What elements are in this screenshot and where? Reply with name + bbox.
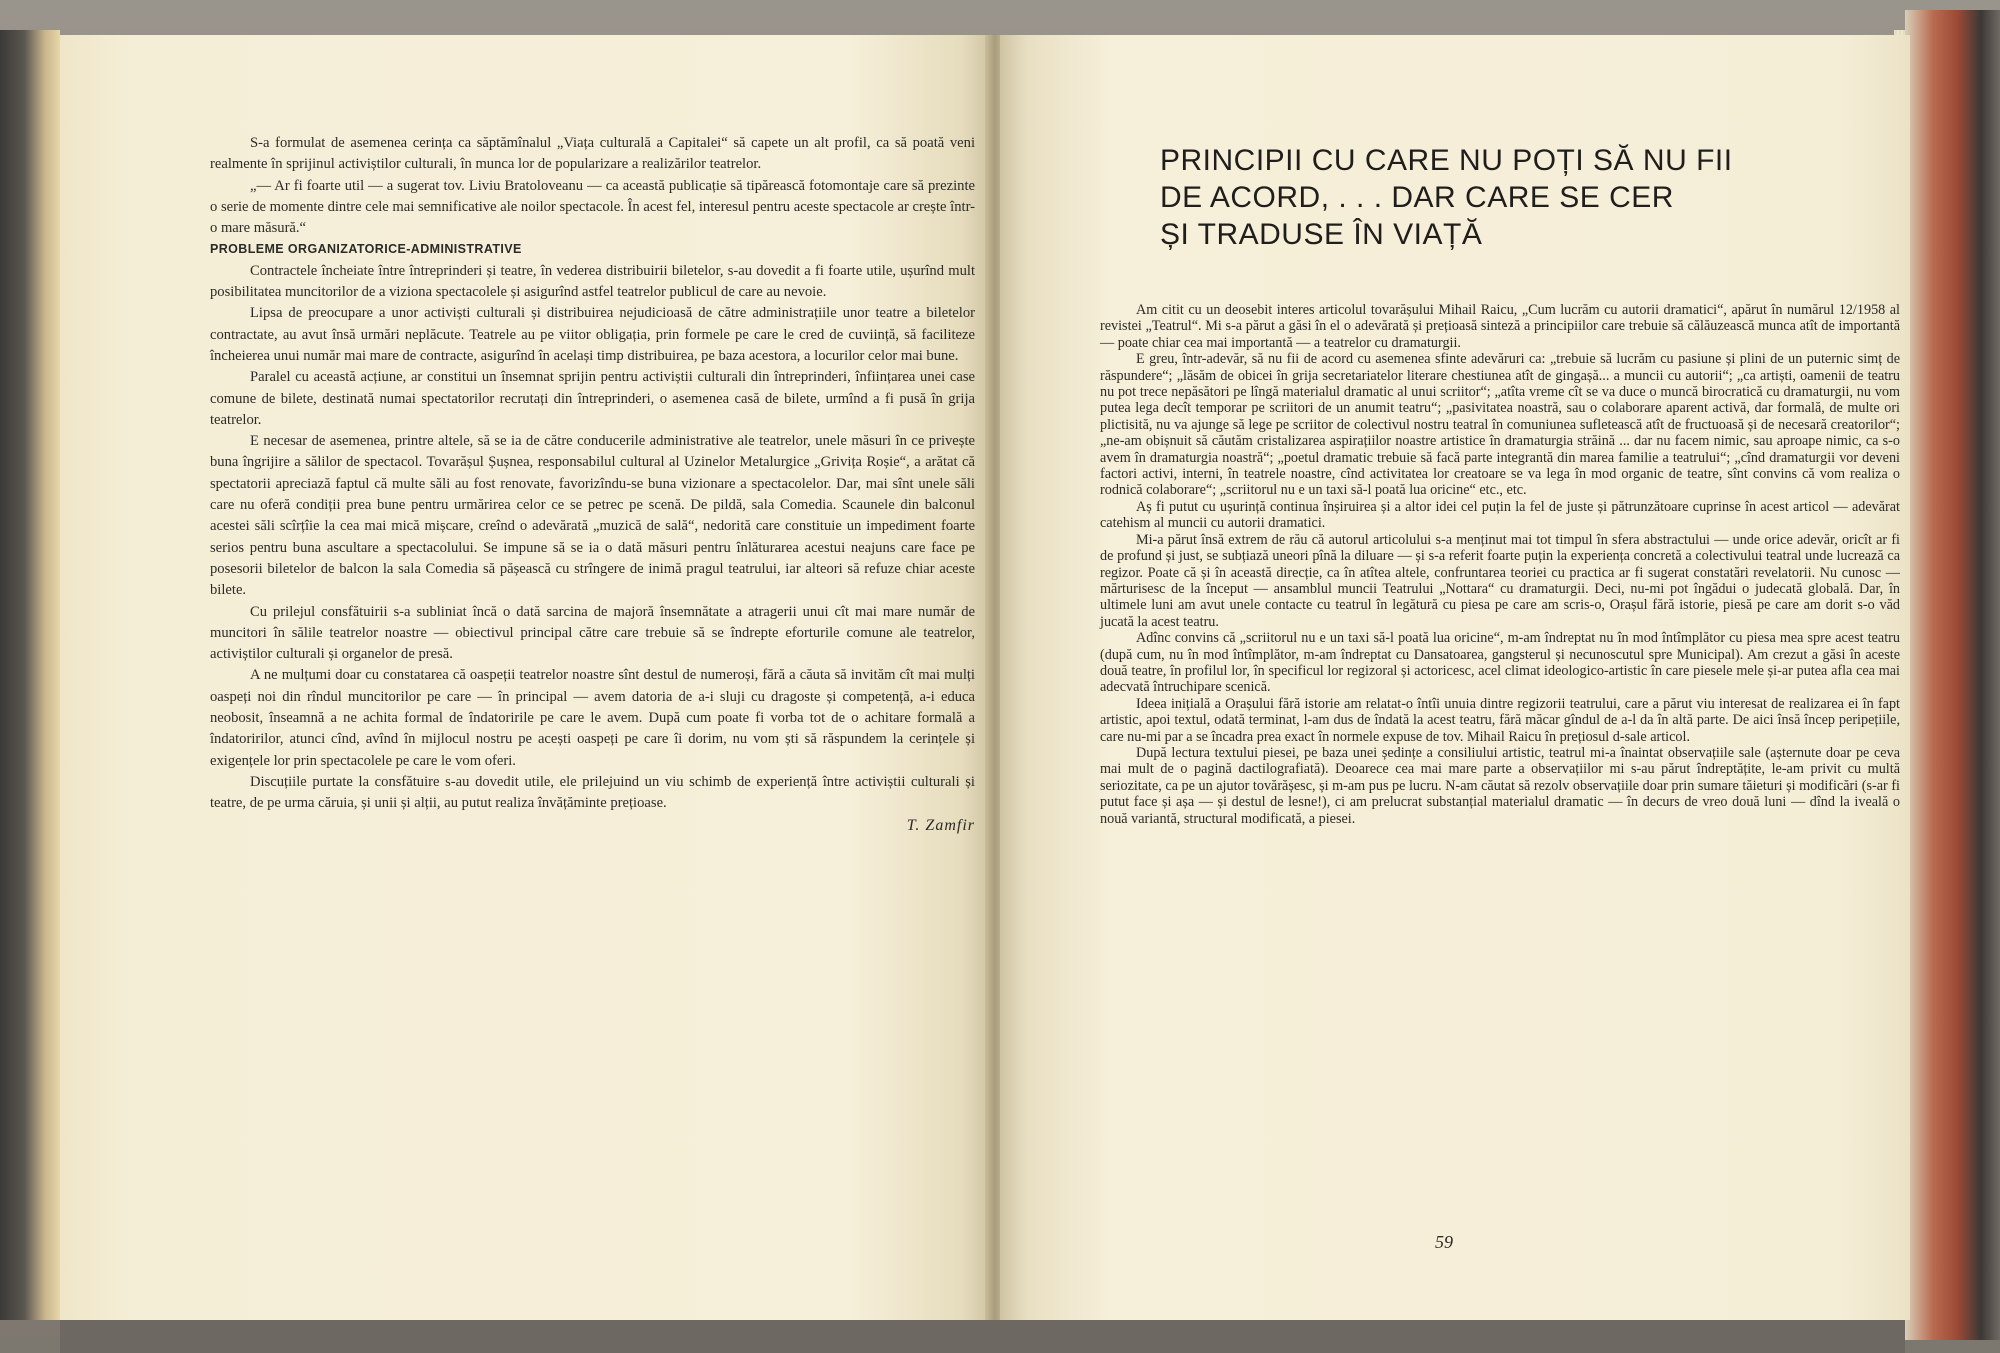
bottom-shadow xyxy=(60,1320,1905,1353)
left-column xyxy=(210,133,975,836)
book-cover-left xyxy=(0,30,60,1320)
section-heading: PROBLEME ORGANIZATORICE-ADMINISTRATIVE xyxy=(210,242,522,257)
author-signature: T. Zamfir xyxy=(906,816,975,834)
article-paragraph: Am citit cu un deosebit interes articolul tovarășului Mihail Raicu, „Cum lucrăm cu autorii dramatici“, apărut în numărul 12/1958 al revistei „Teatrul“. Mi s-a părut a găsi în el o adevărată și prețioasă sinteză a principiilor care trebuie să călăuzească munca atît de importantă — poate chiar cea mai importantă — a teatrelor cu dramaturgii. xyxy=(1100,302,1900,351)
article-paragraph: E greu, într-adevăr, să nu fii de acord cu asemenea sfinte adevăruri ca: „trebuie să lucrăm cu pasiune și plini de un puternic simț de răspundere“; „lăsăm de obicei în grija secretariatelor literare chestiunea atît de gingașă... a muncii cu autorii“; „ca artiști, oamenii de teatru nu pot trece nepăsători pe lîngă materialul dramatic al unui scriitor“; „atîta vreme cît se va duce o muncă birocratică cu dramaturgii, nu vom putea lega decît temporar pe scriitori de un anumit teatru“; „pasivitatea noastră, sau o colaborare aparent activă, dar formală, de multe ori plictisită, nu va ajunge să lege pe scriitor de colectivul nostru teatral în comuniunea sufletească atît de fructuoasă și de necesară creatorilor“; „ne-am obișnuit să căutăm cristalizarea aspirațiilor noastre artistice în dramaturgia străină ... dar nu facem nimic, sau aproape nimic, ca s-o avem în dramaturgia noastră“; „poetul dramatic trebuie să facă parte integrantă din marea familie a teatrului“; „cînd dramaturgii vor deveni factori activi, interni, în teatrele noastre, cînd activitatea lor creatoare se va lega în mod organic de teatre, sînt convins că vom realiza o rodnică colaborare“; „scriitorul nu e un taxi să-l poată lua oricine“ etc., etc. xyxy=(1100,351,1900,499)
article-title xyxy=(1160,142,1880,253)
body-paragraph: Cu prilejul consfătuirii s-a subliniat încă o dată sarcina de majoră însemnătate a atragerii unui cît mai mare număr de muncitori în sălile teatrelor noastre — obiectivul principal către care trebuie să se îndrepte eforturile comune ale teatrelor, activiștilor culturali și organelor de presă. xyxy=(210,603,975,663)
right-page xyxy=(1000,35,1910,1320)
article-paragraph: Ideea inițială a Orașului fără istorie am relatat-o întîi unuia dintre regizorii teatrului, care a părut viu interesat de realizarea ei în fapt artistic, apoi textul, odată terminat, l-am dus de îndată la acest teatru, fără măcar gîndul de a-l da în altă parte. De aici însă încep peripețiile, care nu-mi par a se încadra prea exact în normele expuse de tov. Mihail Raicu în prețiosul d-sale articol. xyxy=(1100,695,1900,745)
article-paragraph: Aș fi putut cu ușurință continua înșiruirea și a altor idei cel puțin la fel de juste și pătrunzătoare cuprinse în acest articol — adevărat catehism al muncii cu autorii dramatici. xyxy=(1100,498,1900,532)
body-paragraph: Contractele încheiate între întreprinderi și teatre, în vederea distribuirii biletelor, s-au dovedit a fi foarte utile, ușurînd mult posibilitatea muncitorilor de a viziona spectacolele și asigurînd astfel teatrelor publicul de care au nevoie. xyxy=(210,262,975,301)
title-line: DE ACORD, . . . DAR CARE SE CER xyxy=(1160,181,1674,214)
book-cover-right xyxy=(1905,10,2000,1340)
article-paragraph: Mi-a părut însă extrem de rău că autorul articolului s-a menținut mai tot timpul în sfera abstractului — unde orice adevăr, oricît ar fi de profund și just, se subțiază uneori pînă la diluare — și s-a referit foarte puțin la experiența concretă a colectivului teatral unde lucrează ca regizor. Poate că și în această direcție, ca în atîtea altele, confruntarea teoriei cu practica ar fi sugerat constatări revelatorii. Nu cunosc — mărturisesc de la început — ansamblul muncii Teatrului „Nottara“ cu dramaturgii. Deci, nu-mi pot îngădui o judecată globală. Dar, în ultimele luni am avut unele contacte cu teatrul în legătură cu piesa pe care am scris-o, Orașul fără istorie, piesă pe care am dorit s-o văd jucată la acest teatru. xyxy=(1100,531,1900,630)
body-paragraph: Paralel cu această acțiune, ar constitui un însemnat sprijin pentru activiștii culturali din întreprinderi, înființarea unei case comune de bilete, destinată numai spectatorilor recrutați din întreprinderi, o asemenea casă de bilete, urmînd a fi pusă în grija teatrelor. xyxy=(210,369,975,428)
title-line: PRINCIPII CU CARE NU POȚI SĂ NU FII xyxy=(1160,144,1733,177)
body-paragraph: Lipsa de preocupare a unor activiști culturali și distribuirea nejudicioasă de către administrațiile unor teatre a biletelor contractate, au avut însă urmări neplăcute. Teatrele au pe viitor obligația, prin formele pe care le cred de cuviință, să faciliteze încheierea unui număr mai mare de contracte, asigurînd în același timp distribuirea, pe baza acestora, a locurilor celor mai bune. xyxy=(210,305,975,364)
body-paragraph: A ne mulțumi doar cu constatarea că oaspeții teatrelor noastre sînt destul de numeroși, fără a căuta să invităm cît mai mulți oaspeți noi din rîndul muncitorilor pe care — în principal — avem datoria de a-i sluji cu dragoste și competență, a-i educa neobosit, înseamnă a ne achita formal de îndatoririle pe care le avem. După cum poate fi vorba tot de o achitare formală a îndatoririlor, atunci cînd, avînd în mijlocul nostru pe acești oaspeți pe care îi dorim, nu vom ști să răspundem la cerințele și exigențele lor prin spectacolele pe care le vom oferi. xyxy=(210,667,975,769)
page-number: 59 xyxy=(1435,1232,1453,1252)
article-paragraph: După lectura textului piesei, pe baza unei ședințe a consiliului artistic, teatrul mi-a înaintat observațiile sale (așternute doar pe ceva mai mult de o pagină dactilografiată). Deoarece cea mai mare parte a observațiilor mi s-au părut îndreptățite, le-am privit cu multă seriozitate, ca pe un ajutor tovărășesc, și m-am pus pe lucru. N-am căutat să rezolv observațiile doar prin sumare tăieturi și modificări (s-ar fi putut face și așa — și destul de lesne!), ci am prelucrat substanțial materialul dramatic — în decurs de vreo două luni — dînd la iveală o nouă variantă, structural modificată, a piesei. xyxy=(1100,744,1900,827)
intro-paragraph: „— Ar fi foarte util — a sugerat tov. Liviu Bratoloveanu — ca această publicație să tipărească fotomontaje care să prezinte o serie de momente dintre cele mai semnificative ale noilor spectacole. În acest fel, interesul pentru aceste spectacole ar crește într-o mare măsură.“ xyxy=(210,177,975,237)
body-paragraph: Discuțiile purtate la consfătuire s-au dovedit utile, ele prilejuind un viu schimb de experiență între activiștii culturali și teatre, de pe urma căruia, și unii și alții, au putut realiza învățăminte prețioase. xyxy=(210,773,975,812)
article-paragraph: Adînc convins că „scriitorul nu e un taxi să-l poată lua oricine“, m-am îndreptat nu în mod întîmplător cu piesa mea spre acest teatru (după cum, nu în mod întîmplător, m-am îndreptat cu Dansatoarea, gangsterul și necunoscutul spre Municipal). Am crezut a găsi în aceste două teatre, în profilul lor, în specificul lor regizoral și actoricesc, acel climat ideologico-artistic în care piesele mele și-ar putea afla cea mai adecvată întruchipare scenică. xyxy=(1100,630,1900,696)
title-line: ȘI TRADUSE ÎN VIAȚĂ xyxy=(1160,218,1483,251)
left-page xyxy=(60,35,990,1320)
intro-paragraph: S-a formulat de asemenea cerința ca săptămînalul „Viața culturală a Capitalei“ să capete un alt profil, ca să poată veni realmente în sprijinul activiștilor culturali, în munca lor de popularizare a realizărilor teatrelor. xyxy=(210,135,975,173)
right-column xyxy=(1100,302,1900,827)
body-paragraph: E necesar de asemenea, printre altele, să se ia de către conducerile administrative ale teatrelor, unele măsuri în ce privește buna îngrijire a sălilor de spectacol. Tovarășul Șușnea, responsabilul cultural al Uzinelor Metalurgice „Grivița Roșie“, a arătat că spectatorii apreciază faptul că multe săli au fost renovate, favorizîndu-se buna vizionare a spectacolelor. Dar, mai sînt unele săli care nu oferă condiții prea bune pentru urmărirea celor ce se petrec pe scenă. De pildă, sala Comedia. Scaunele din balconul acestei săli scîrțîie la cea mai mică mișcare, creînd o adevărată „muzică de sală“, nedorită care constituie un impediment foarte serios pentru buna ascultare a spectacolului. Se impune să se ia o dată măsuri pentru înlăturarea acestui neajuns care face pe posesorii biletelor de balcon la sala Comedia să pășească cu strîngere de inimă pragul teatrului, iar alteori să refuze chiar aceste bilete. xyxy=(210,433,975,599)
